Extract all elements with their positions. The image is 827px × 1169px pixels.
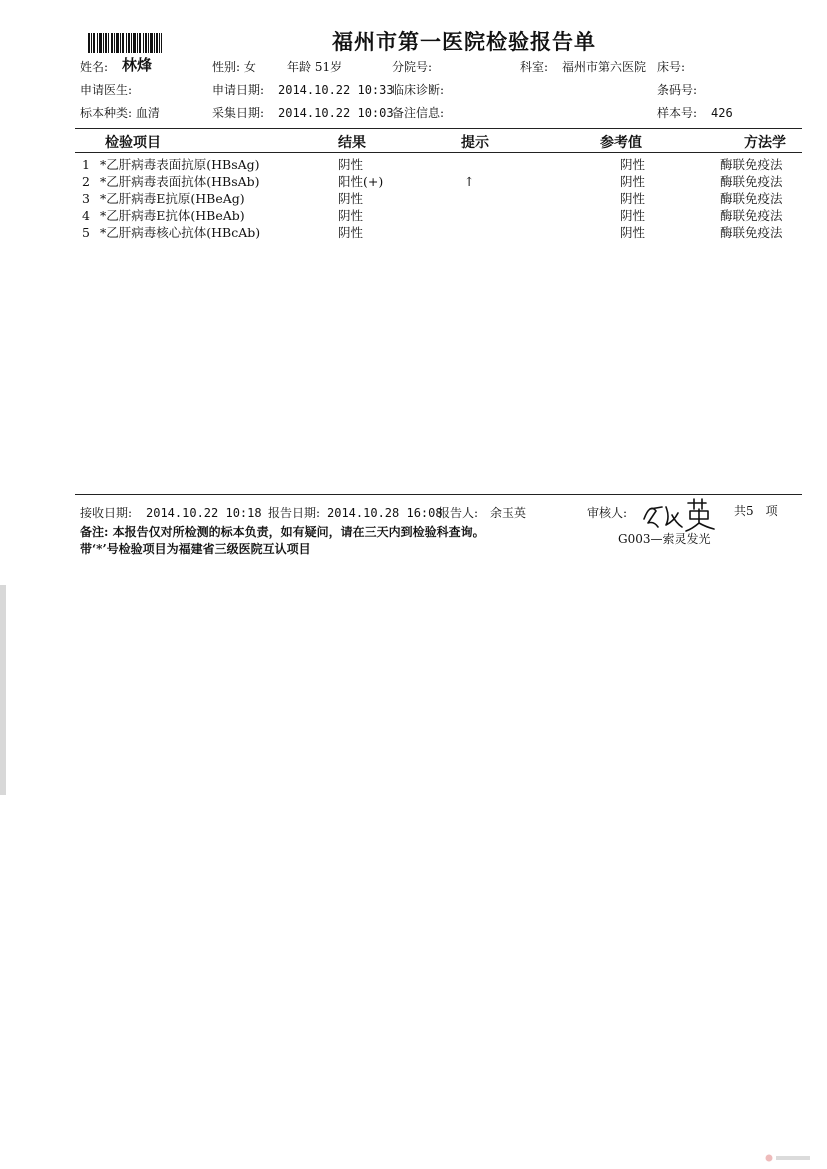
footer-note-2: 带‘*’号检验项目为福建省三级医院互认项目 [80,542,311,556]
sample-number-value: 426 [711,106,733,120]
header-reference: 参考值 [600,135,642,151]
reporter-name: 余玉英 [490,506,527,520]
header-item: 检验项目 [105,135,161,151]
header-method: 方法学 [744,135,786,151]
row-number: 2 [82,174,90,189]
reviewer-label: 审核人: [587,506,628,520]
collect-date-label: 采集日期: [212,106,265,120]
receive-date-value: 2014.10.22 10:18 [146,506,262,520]
row-result: 阴性 [338,208,364,223]
row-reference: 阴性 [620,174,646,189]
sample-number-label: 样本号: [657,106,698,120]
row-result: 阴性 [338,225,364,240]
receive-date-label: 接收日期: [80,506,133,520]
reporter-label: 报告人: [438,506,479,520]
row-hint: ↑ [464,174,475,189]
row-method: 酶联免疫法 [720,225,783,240]
report-date-value: 2014.10.28 16:08 [327,506,443,520]
row-method: 酶联免疫法 [720,174,783,189]
doctor-label: 申请医生: [80,83,133,97]
report-title: 福州市第一医院检验报告单 [332,29,596,54]
row-method: 酶联免疫法 [720,191,783,206]
row-reference: 阴性 [620,208,646,223]
reviewer-code: G003—索灵发光 [618,532,711,546]
row-result: 阳性(+) [338,174,384,189]
row-number: 4 [82,208,90,223]
request-date-value: 2014.10.22 10:33 [278,83,394,97]
barcode-label: 条码号: [657,83,698,97]
row-method: 酶联免疫法 [720,157,783,172]
row-item: *乙肝病毒E抗原(HBeAg) [100,191,245,206]
remark-label: 备注信息: [392,106,445,120]
patient-name-label: 姓名: [80,60,109,74]
row-reference: 阴性 [620,225,646,240]
table-row [0,224,827,241]
row-item: *乙肝病毒核心抗体(HBcAb) [100,225,261,240]
request-date-label: 申请日期: [212,83,265,97]
diagnosis-label: 临床诊断: [392,83,445,97]
row-reference: 阴性 [620,191,646,206]
row-number: 5 [82,225,90,240]
row-reference: 阴性 [620,157,646,172]
patient-age: 年龄 51岁 [287,60,343,74]
department-label: 科室: [520,60,549,74]
table-row [0,190,827,207]
header-result: 结果 [338,135,366,151]
department-value: 福州市第六医院 [562,60,647,74]
header-hint: 提示 [461,135,489,151]
bed-label: 床号: [657,60,686,74]
table-row [0,173,827,190]
row-method: 酶联免疫法 [720,208,783,223]
scanner-watermark [765,1153,813,1163]
report-date-label: 报告日期: [268,506,321,520]
specimen-type: 标本种类: 血清 [80,106,160,120]
table-top-rule [75,128,802,129]
patient-name: 林烽 [122,56,153,74]
row-item: *乙肝病毒E抗体(HBeAb) [100,208,245,223]
table-row [0,207,827,224]
table-row [0,156,827,173]
row-number: 1 [82,157,90,172]
reviewer-signature [640,497,718,533]
total-items: 共5 项 [734,504,778,518]
row-item: *乙肝病毒表面抗体(HBsAb) [100,174,260,189]
row-result: 阴性 [338,191,364,206]
row-result: 阴性 [338,157,364,172]
scan-edge-shadow [0,585,6,795]
footer-rule [75,494,802,495]
patient-gender: 性别: 女 [212,60,256,74]
collect-date-value: 2014.10.22 10:03 [278,106,394,120]
table-header-rule [75,152,802,153]
row-number: 3 [82,191,90,206]
barcode-image [88,33,162,53]
branch-label: 分院号: [392,60,433,74]
row-item: *乙肝病毒表面抗原(HBsAg) [100,157,260,172]
footer-note-1: 备注: 本报告仅对所检测的标本负责，如有疑问，请在三天内到检验科查询。 [80,525,485,539]
